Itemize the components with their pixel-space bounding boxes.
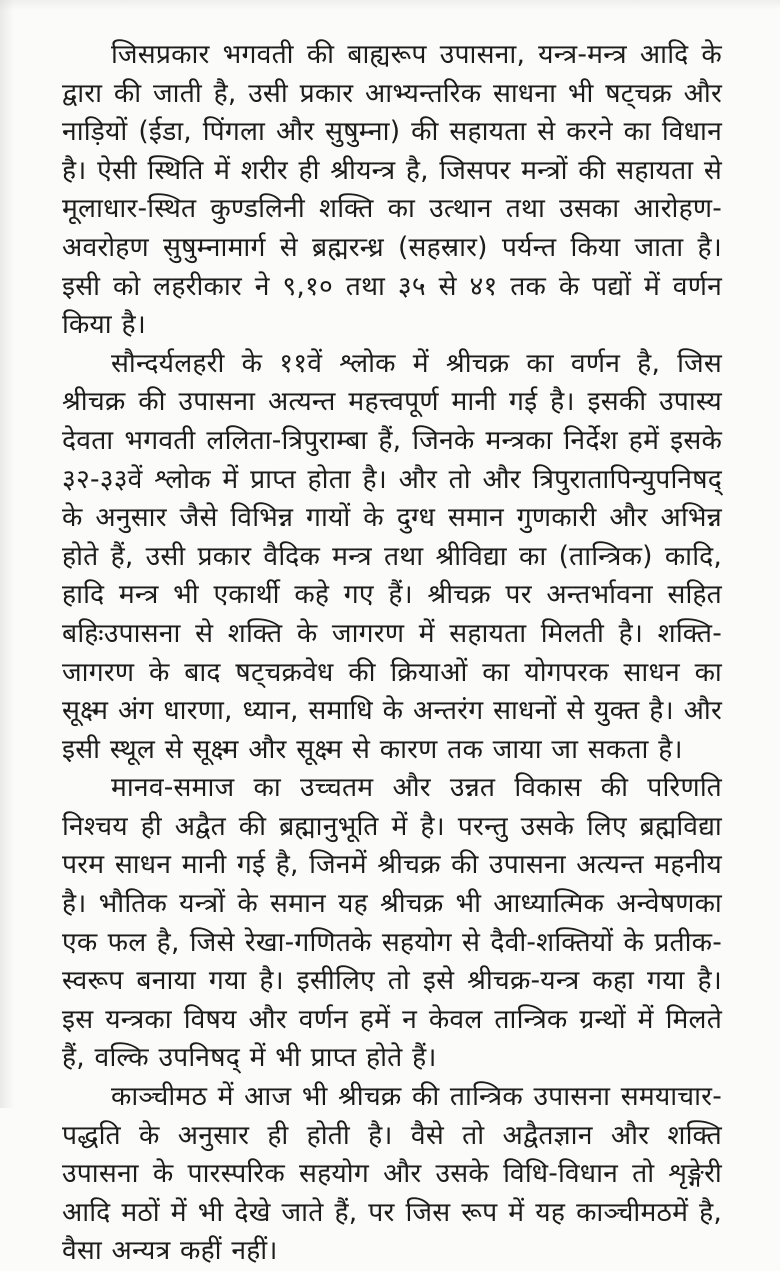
scan-edge-shadow-left: [0, 0, 14, 1108]
paragraph-4: काञ्चीमठ में आज भी श्रीचक्र की तान्त्रिक उपासना समयाचार-पद्धति के अनुसार ही होती है। वैसे तो अद्वैतज्ञान और शक्ति उपासना के पारस्परिक सहयोग और उसके विधि-विधान तो शृङ्गेरी आदि मठों में भी देखे जाते हैं, पर जिस रूप में यह काञ्चीमठमें है, वैसा अन्यत्र कहीं नहीं।: [62, 1081, 722, 1267]
paragraph-3: मानव-समाज का उच्चतम और उन्नत विकास की परिणति निश्चय ही अद्वैत की ब्रह्मानुभूति में है। परन्तु उसके लिए ब्रह्मविद्या परम साधन मानी गई है, जिनमें श्रीचक्र की उपासना अत्यन्त महनीय है। भौतिक यन्त्रों के समान यह श्रीचक्र भी आध्यात्मिक अन्वेषणका एक फल है, जिसे रेखा-गणितके सहयोग से दैवी-शक्तियों के प्रतीक-स्वरूप बनाया गया है। इसीलिए तो इसे श्रीचक्र-यन्त्र कहा गया है। इस यन्त्रका विषय और वर्णन हमें न केवल तान्त्रिक ग्रन्थों में मिलते हैं, वल्कि उपनिषद् में भी प्राप्त होते हैं।: [62, 772, 722, 1074]
document-page: [62, 36, 722, 1271]
paragraph-1: जिसप्रकार भगवती की बाह्यरूप उपासना, यन्त्र-मन्त्र आदि के द्वारा की जाती है, उसी प्रकार आभ्यन्तरिक साधना भी षट्चक्र और नाड़ियों (ईडा, पिंगला और सुषुम्ना) की सहायता से करने का विधान है। ऐसी स्थिति में शरीर ही श्रीयन्त्र है, जिसपर मन्त्रों की सहायता से मूलाधार-स्थित कुण्डलिनी शक्ति का उत्थान तथा उसका आरोहण-अवरोहण सुषुम्नामार्ग से ब्रह्मरन्ध्र (सहस्रार) पर्यन्त किया जाता है। इसी को लहरीकार ने ९,१० तथा ३५ से ४१ तक के पद्यों में वर्णन किया है।: [62, 39, 722, 341]
scan-edge-shadow-top: [0, 0, 780, 10]
paragraph-2: सौन्दर्यलहरी के ११वें श्लोक में श्रीचक्र का वर्णन है, जिस श्रीचक्र की उपासना अत्यन्त महत्त्वपूर्ण मानी गई है। इसकी उपास्य देवता भगवती ललिता-त्रिपुराम्बा हैं, जिनके मन्त्रका निर्देश हमें इसके ३२-३३वें श्लोक में प्राप्त होता है। और तो और त्रिपुरातापिन्युपनिषद् के अनुसार जैसे विभिन्न गायों के दुग्ध समान गुणकारी और अभिन्न होते हैं, उसी प्रकार वैदिक मन्त्र तथा श्रीविद्या का (तान्त्रिक) कादि, हादि मन्त्र भी एकार्थी कहे गए हैं। श्रीचक्र पर अन्तर्भावना सहित बहिःउपासना से शक्ति के जागरण में सहायता मिलती है। शक्ति-जागरण के बाद षट्चक्रवेध की क्रियाओं का योगपरक साधन का सूक्ष्म अंग धारणा, ध्यान, समाधि के अन्तरंग साधनों से युक्त है। और इसी स्थूल से सूक्ष्म और सूक्ष्म से कारण तक जाया जा सकता है।: [62, 347, 722, 765]
